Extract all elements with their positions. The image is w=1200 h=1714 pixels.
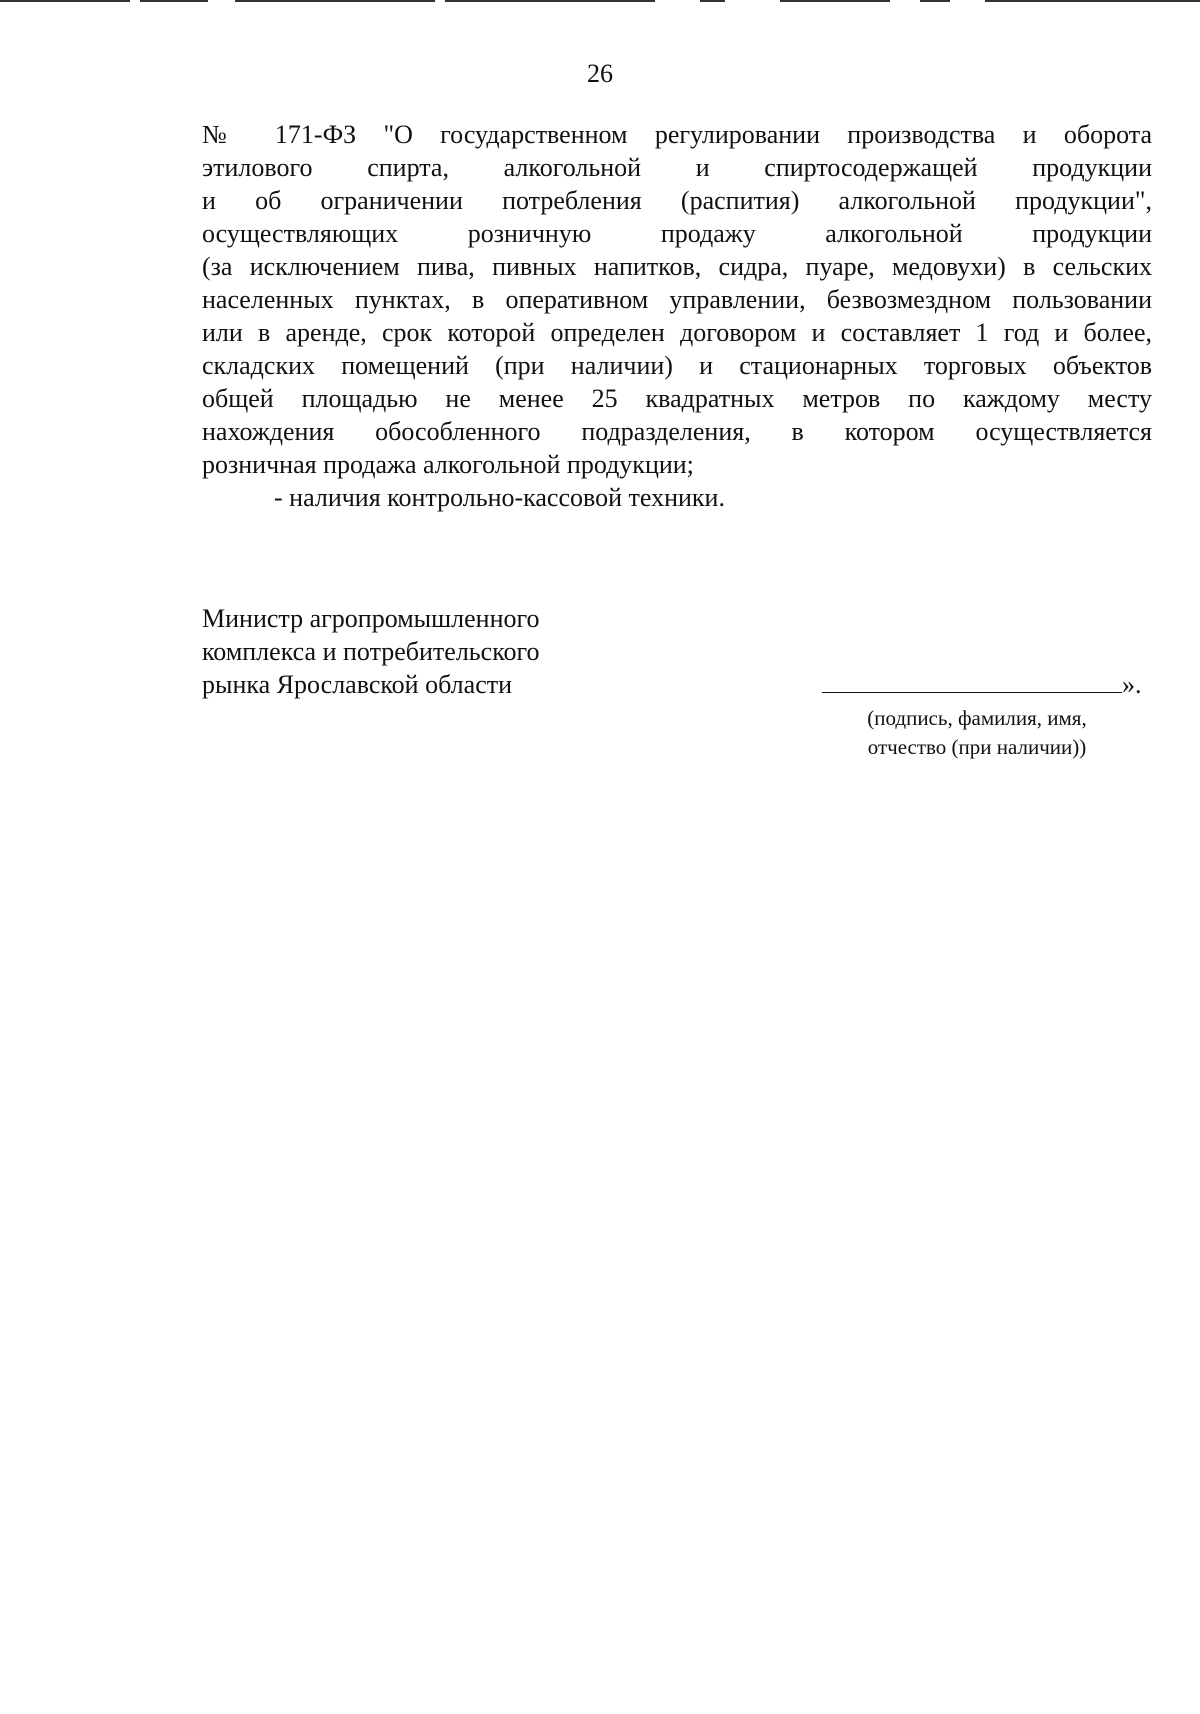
- body-line: складских помещений (при наличии) и стационарных торговых объектов: [202, 351, 1152, 380]
- body-line: этилового спирта, алкогольной и спиртосодержащей продукции: [202, 153, 1152, 182]
- body-line: нахождения обособленного подразделения, в котором осуществляется: [202, 417, 1152, 446]
- body-line: населенных пунктах, в оперативном управлении, безвозмездном пользовании: [202, 285, 1152, 314]
- signatory-position: [202, 602, 622, 701]
- signature-field: [822, 668, 1142, 701]
- signature-caption-line: (подпись, фамилия, имя,: [867, 706, 1087, 730]
- scan-edge-artifact: [0, 0, 1200, 4]
- bullet-item: - наличия контрольно-кассовой техники.: [274, 483, 725, 512]
- signatory-position-line: рынка Ярославской области: [202, 670, 513, 699]
- body-line: и об ограничении потребления (распития) алкогольной продукции",: [202, 186, 1152, 215]
- body-line: розничная продажа алкогольной продукции;: [202, 450, 694, 479]
- page-number: 26: [587, 59, 613, 88]
- document-body: [202, 118, 1152, 514]
- signature-line: [822, 670, 1122, 693]
- body-line: (за исключением пива, пивных напитков, сидра, пуаре, медовухи) в сельских: [202, 252, 1152, 281]
- body-line: общей площадью не менее 25 квадратных метров по каждому месту: [202, 384, 1152, 413]
- body-line: или в аренде, срок которой определен договором и составляет 1 год и более,: [202, 318, 1152, 347]
- signatory-position-line: комплекса и потребительского: [202, 637, 540, 666]
- signatory-position-line: Министр агропромышленного: [202, 604, 540, 633]
- signature-caption: [822, 704, 1132, 762]
- signature-caption-line: отчество (при наличии)): [867, 735, 1087, 759]
- body-line: осуществляющих розничную продажу алкогольной продукции: [202, 219, 1152, 248]
- body-line: № 171-ФЗ "О государственном регулировании производства и оборота: [202, 120, 1152, 149]
- signature-field-end: ».: [1122, 670, 1142, 699]
